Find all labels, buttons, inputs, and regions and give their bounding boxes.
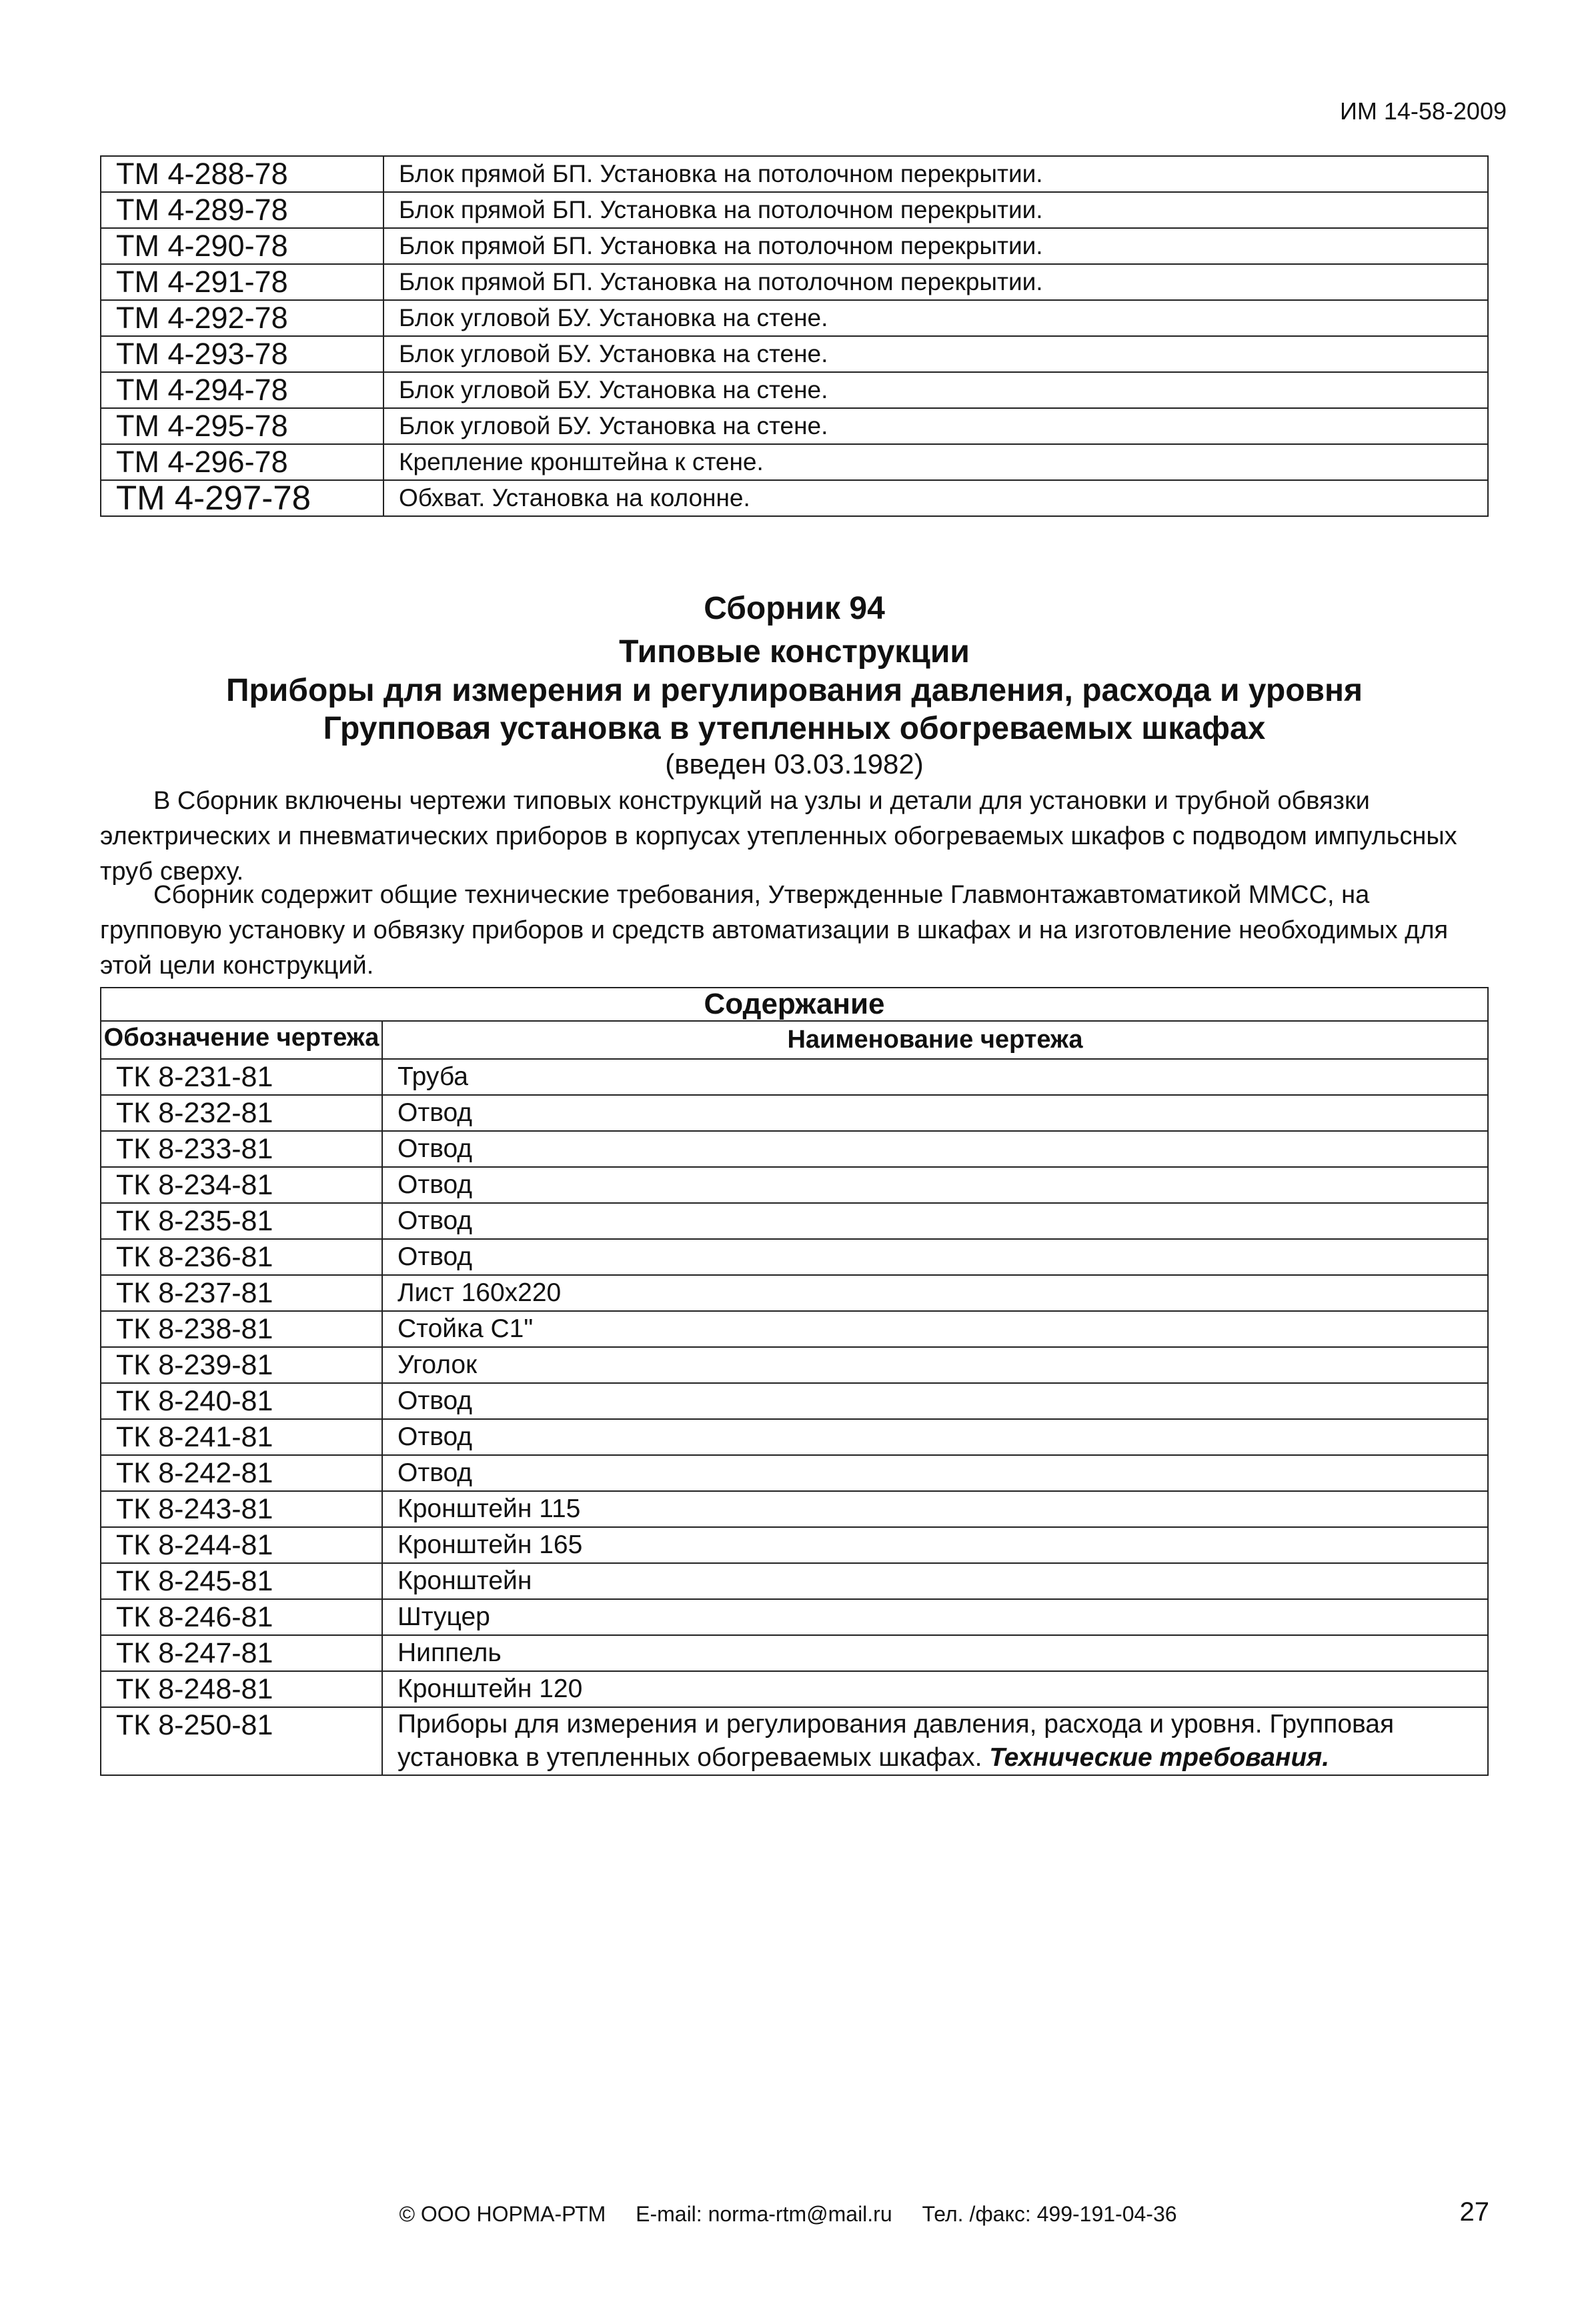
table-row [101, 1563, 1488, 1599]
drawing-name: Блок прямой БП. Установка на потолочном перекрытии. [383, 264, 1488, 300]
drawing-code: ТК 8-242-81 [101, 1455, 382, 1491]
drawing-code: ТК 8-247-81 [101, 1635, 382, 1671]
drawing-code: ТМ 4-291-78 [101, 264, 383, 300]
table-row [101, 1635, 1488, 1671]
drawing-code: ТК 8-232-81 [101, 1095, 382, 1131]
drawing-code: ТМ 4-288-78 [101, 156, 383, 192]
drawing-name: Отвод [382, 1131, 1488, 1167]
drawing-name: Кронштейн [382, 1563, 1488, 1599]
drawing-name: Блок угловой БУ. Установка на стене. [383, 336, 1488, 372]
table-row [101, 228, 1488, 264]
table-row [101, 1419, 1488, 1455]
drawing-code: ТМ 4-295-78 [101, 408, 383, 444]
table-row [101, 1203, 1488, 1239]
collection-subtitle: Типовые конструкции [619, 634, 970, 670]
drawing-name: Отвод [382, 1383, 1488, 1419]
table-row [101, 1095, 1488, 1131]
drawing-name: Ниппель [382, 1635, 1488, 1671]
description-paragraph: В Сборник включены чертежи типовых конструкций на узлы и детали для установки и трубной обвязки электрических и пневматических приборов в корпусах утепленных обогреваемых шкафов с подводом импульсных труб сверху. [100, 787, 1457, 886]
collection-subtitle: Приборы для измерения и регулирования давления, расхода и уровня [225, 673, 1363, 708]
drawing-name: Кронштейн 115 [382, 1491, 1488, 1527]
table-row [101, 1311, 1488, 1347]
drawing-name: Отвод [382, 1095, 1488, 1131]
drawing-name: Лист 160х220 [382, 1275, 1488, 1311]
drawing-code: ТМ 4-296-78 [101, 444, 383, 480]
contents-table [100, 987, 1489, 1776]
table-row [101, 156, 1488, 192]
drawing-code: ТК 8-231-81 [101, 1059, 382, 1095]
drawing-code: ТК 8-236-81 [101, 1239, 382, 1275]
drawing-name: Отвод [382, 1203, 1488, 1239]
footer-email: E-mail: norma-rtm@mail.ru [636, 2202, 892, 2226]
drawing-code: ТК 8-240-81 [101, 1383, 382, 1419]
collection-date: (введен 03.03.1982) [665, 748, 924, 780]
table-row [101, 300, 1488, 336]
drawing-name: Отвод [382, 1419, 1488, 1455]
footer-company: © ООО НОРМА-РТМ [399, 2202, 606, 2226]
drawing-name: Стойка С1" [382, 1311, 1488, 1347]
table-row [101, 1059, 1488, 1095]
drawing-name [382, 1707, 1488, 1775]
drawing-code: ТМ 4-289-78 [101, 192, 383, 228]
drawing-code: ТМ 4-290-78 [101, 228, 383, 264]
table-row [101, 372, 1488, 408]
drawing-name: Кронштейн 165 [382, 1527, 1488, 1563]
drawing-code: ТМ 4-292-78 [101, 300, 383, 336]
drawing-code: ТК 8-243-81 [101, 1491, 382, 1527]
drawing-code: ТК 8-238-81 [101, 1311, 382, 1347]
drawing-code: ТК 8-239-81 [101, 1347, 382, 1383]
drawing-code: ТК 8-248-81 [101, 1671, 382, 1707]
table-row [101, 1239, 1488, 1275]
drawing-code: ТК 8-250-81 [101, 1707, 382, 1775]
drawing-name: Отвод [382, 1239, 1488, 1275]
column-header-code: Обозначение чертежа [101, 1021, 382, 1059]
drawing-code: ТМ 4-297-78 [101, 480, 383, 516]
description-paragraph: Сборник содержит общие технические требования, Утвержденные Главмонтажавтоматикой ММСС, на групповую установку и обвязку приборов и средств автоматизации в шкафах и на изготовление необходимых для этой цели конструкций. [100, 881, 1449, 980]
table-row [101, 192, 1488, 228]
drawing-code: ТК 8-234-81 [101, 1167, 382, 1203]
table-row [101, 1527, 1488, 1563]
table-row [101, 1131, 1488, 1167]
table-row [101, 1167, 1488, 1203]
table-row [101, 264, 1488, 300]
drawing-code: ТК 8-246-81 [101, 1599, 382, 1635]
drawing-code: ТК 8-241-81 [101, 1419, 382, 1455]
footer-phone: Тел. /факс: 499-191-04-36 [922, 2202, 1177, 2226]
drawing-name: Штуцер [382, 1599, 1488, 1635]
table-row [101, 408, 1488, 444]
table-row [101, 480, 1488, 516]
drawing-name-emphasis: Технические требования. [989, 1743, 1330, 1772]
drawing-code: ТМ 4-294-78 [101, 372, 383, 408]
drawing-code: ТК 8-235-81 [101, 1203, 382, 1239]
contents-caption: Содержание [101, 988, 1488, 1021]
drawing-code: ТК 8-233-81 [101, 1131, 382, 1167]
drawing-name: Уголок [382, 1347, 1488, 1383]
drawing-name: Отвод [382, 1167, 1488, 1203]
table-row [101, 1599, 1488, 1635]
drawing-name: Кронштейн 120 [382, 1671, 1488, 1707]
table-row [101, 1383, 1488, 1419]
drawing-code: ТК 8-237-81 [101, 1275, 382, 1311]
drawing-name-text: Приборы для измерения и регулирования давления, расхода и уровня. Групповая установка в утепленных обогреваемых шкафах. [398, 1710, 1395, 1772]
drawing-name: Отвод [382, 1455, 1488, 1491]
column-header-name: Наименование чертежа [382, 1021, 1488, 1059]
table-row [101, 336, 1488, 372]
collection-title: Сборник 94 [704, 591, 885, 626]
table-row [101, 1455, 1488, 1491]
drawing-code: ТК 8-245-81 [101, 1563, 382, 1599]
drawing-name: Блок угловой БУ. Установка на стене. [383, 300, 1488, 336]
document-code: ИМ 14-58-2009 [1339, 97, 1507, 125]
drawing-code: ТК 8-244-81 [101, 1527, 382, 1563]
footer [0, 2202, 1576, 2227]
drawing-name: Труба [382, 1059, 1488, 1095]
page-number: 27 [1459, 2197, 1489, 2227]
drawing-name: Крепление кронштейна к стене. [383, 444, 1488, 480]
table-row [101, 1707, 1488, 1775]
table-row [101, 1275, 1488, 1311]
drawing-name: Блок угловой БУ. Установка на стене. [383, 408, 1488, 444]
drawing-name: Блок прямой БП. Установка на потолочном перекрытии. [383, 228, 1488, 264]
drawing-code: ТМ 4-293-78 [101, 336, 383, 372]
drawing-name: Блок прямой БП. Установка на потолочном перекрытии. [383, 192, 1488, 228]
drawing-name: Блок угловой БУ. Установка на стене. [383, 372, 1488, 408]
drawing-name: Обхват. Установка на колонне. [383, 480, 1488, 516]
table-row [101, 1671, 1488, 1707]
collection-subtitle: Групповая установка в утепленных обогреваемых шкафах [323, 711, 1266, 746]
drawings-table-continued [100, 155, 1489, 517]
table-row [101, 1347, 1488, 1383]
table-row [101, 444, 1488, 480]
drawing-name: Блок прямой БП. Установка на потолочном перекрытии. [383, 156, 1488, 192]
table-row [101, 1491, 1488, 1527]
